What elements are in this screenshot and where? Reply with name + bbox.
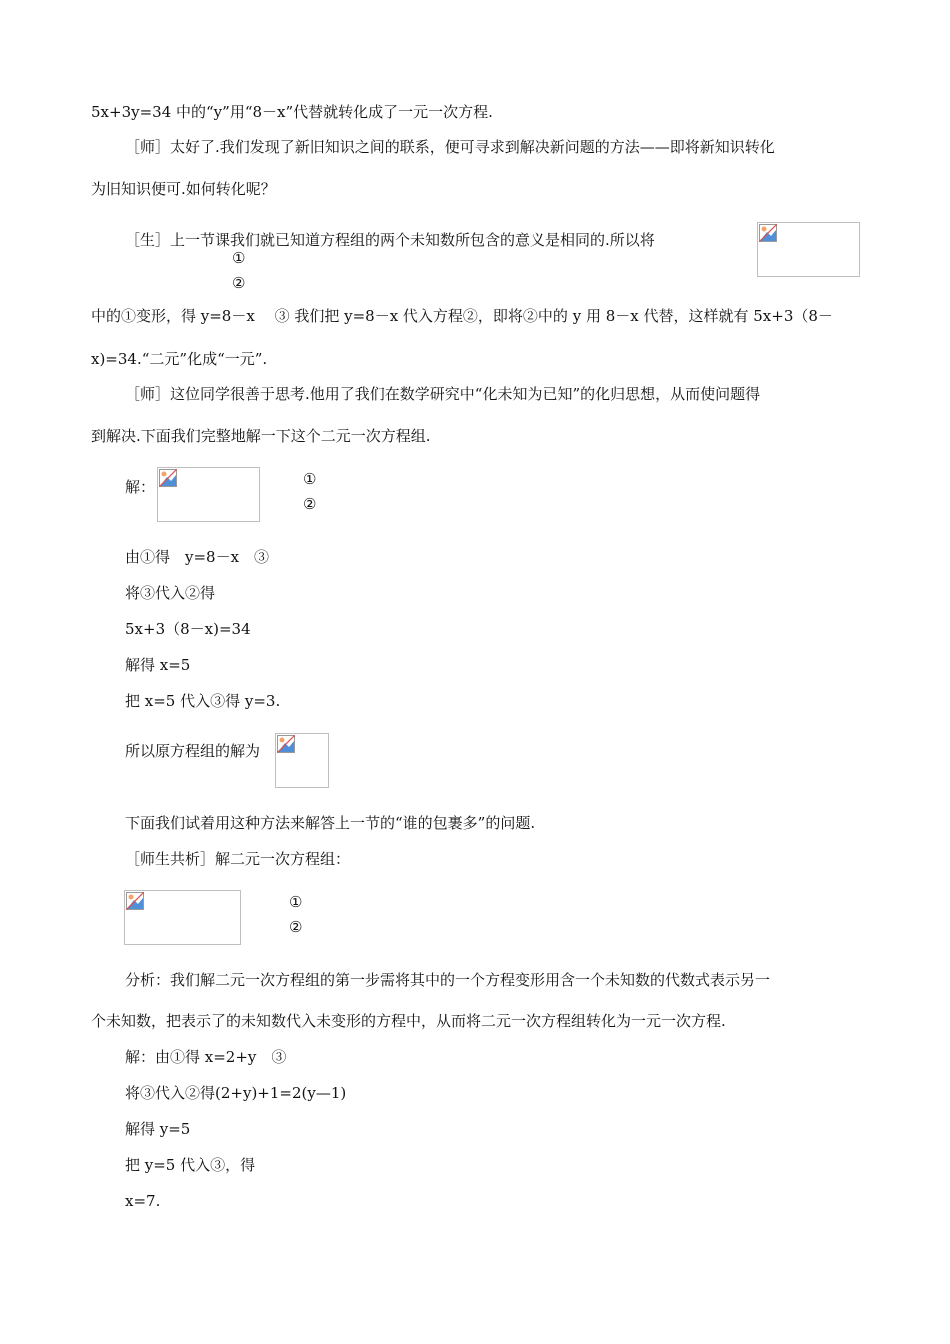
broken-image-icon — [759, 224, 777, 242]
text-line: ［师］太好了.我们发现了新旧知识之间的联系，便可寻求到解决新问题的方法——即将新知识转化 — [125, 138, 775, 156]
equation-image-placeholder — [157, 467, 260, 522]
equation-marker: ② — [303, 495, 317, 513]
text-line: 所以原方程组的解为 — [125, 742, 261, 760]
text-line: 分析：我们解二元一次方程组的第一步需将其中的一个方程变形用含一个未知数的代数式表示另一 — [125, 971, 771, 989]
text-line: 由①得 y=8－x ③ — [125, 548, 270, 566]
equation-marker: ② — [289, 918, 303, 936]
text-line: 下面我们试着用这种方法来解答上一节的“谁的包裹多”的问题. — [125, 814, 536, 832]
equation-image-placeholder — [757, 222, 860, 277]
equation-marker: ① — [303, 470, 317, 488]
broken-image-icon — [277, 735, 295, 753]
text-line: 解：由①得 x=2+y ③ — [125, 1048, 287, 1066]
text-line: ［师生共析］解二元一次方程组： — [125, 850, 351, 868]
text-line: 5x+3（8－x)=34 — [125, 620, 251, 638]
text-line: 把 y=5 代入③，得 — [125, 1156, 256, 1174]
text-line: 5x+3y=34 中的“y”用“8－x”代替就转化成了一元一次方程. — [91, 103, 493, 121]
equation-image-placeholder — [124, 890, 241, 945]
equation-marker: ① — [289, 893, 303, 911]
equation-image-placeholder — [275, 733, 329, 788]
broken-image-icon — [159, 469, 177, 487]
text-line: 解： — [125, 478, 156, 496]
broken-image-icon — [126, 892, 144, 910]
text-line: 把 x=5 代入③得 y=3. — [125, 692, 281, 710]
text-line: x)=34.“二元”化成“一元”. — [91, 350, 268, 368]
text-line: 个未知数，把表示了的未知数代入未变形的方程中，从而将二元一次方程组转化为一元一次方程. — [91, 1012, 726, 1030]
text-line: 中的①变形，得 y=8－x ③ 我们把 y=8－x 代入方程②，即将②中的 y 用 8－x 代替，这样就有 5x+3（8－ — [91, 307, 833, 325]
text-line: 为旧知识便可.如何转化呢？ — [91, 180, 276, 198]
text-line: ［生］上一节课我们就已知道方程组的两个未知数所包含的意义是相同的.所以将 — [125, 231, 655, 249]
text-line: 解得 x=5 — [125, 656, 191, 674]
text-line: x=7. — [125, 1192, 161, 1210]
equation-marker: ① — [232, 249, 246, 267]
text-line: ［师］这位同学很善于思考.他用了我们在数学研究中“化未知为已知”的化归思想，从而使问题得 — [125, 385, 761, 403]
equation-marker: ② — [232, 274, 246, 292]
text-line: 到解决.下面我们完整地解一下这个二元一次方程组. — [91, 427, 431, 445]
text-line: 将③代入②得(2+y)+1=2(y—1) — [125, 1084, 347, 1102]
text-line: 将③代入②得 — [125, 584, 216, 602]
text-line: 解得 y=5 — [125, 1120, 191, 1138]
